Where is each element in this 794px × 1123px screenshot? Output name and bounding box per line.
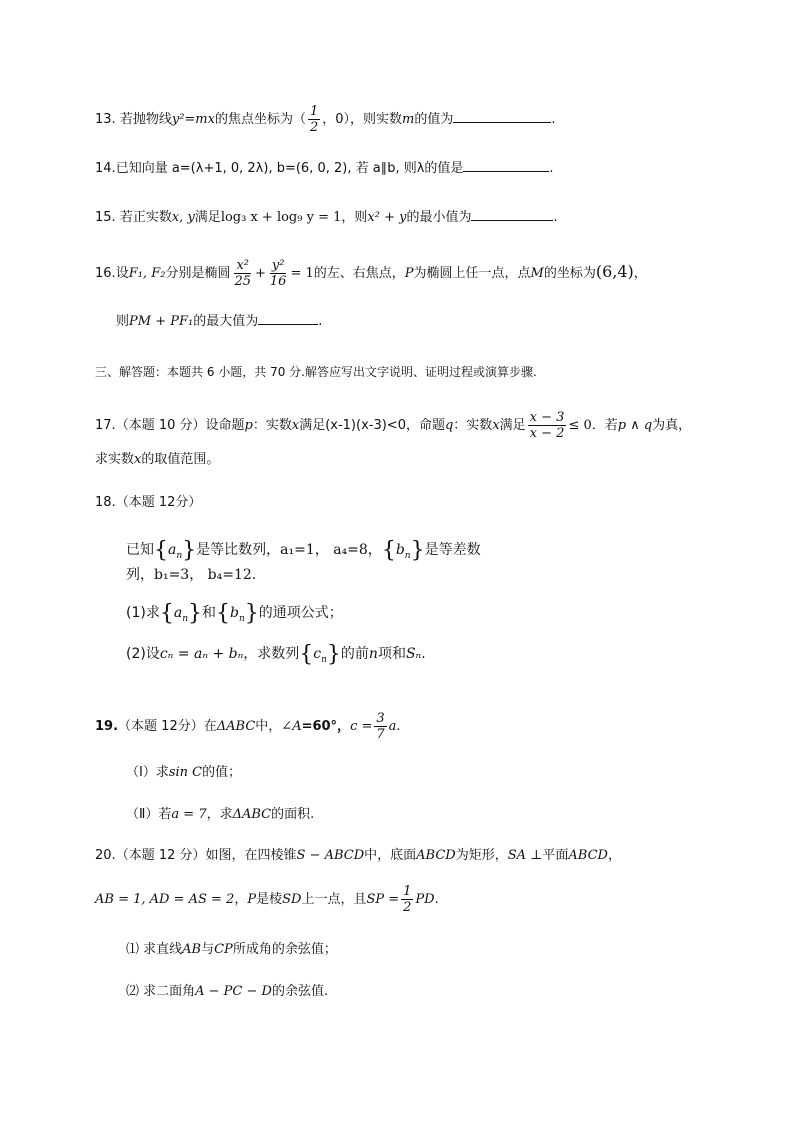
question-19: 19.（本题 12分）在ΔABC中，∠A=60°，c = $\frac{3}{7}$ a. [95, 711, 401, 742]
question-number: 13. [95, 112, 116, 127]
answer-blank[interactable] [453, 108, 551, 123]
question-18-line-2: 列，b₁=3， b₄=12. [126, 567, 257, 583]
question-18: 18.（本题 12分） [95, 495, 202, 510]
question-number: 14. [95, 161, 116, 176]
question-20-part-1: ⑴ 求直线AB与CP所成角的余弦值； [126, 942, 337, 957]
question-18-line-1: 已知$\{a_n\}$是等比数列，a₁=1， a₄=8，$\{b_n\}$是等差数 [126, 538, 481, 563]
question-number: 19 [95, 719, 114, 734]
question-19-part-1: （Ⅰ）求sin C的值； [126, 765, 242, 780]
section-heading: 三、解答题：本题共 6 小题，共 70 分.解答应写出文字说明、证明过程或演算步骤. [95, 365, 537, 379]
question-20-part-2: ⑵ 求二面角A − PC − D的余弦值. [126, 984, 329, 999]
question-18-part-1: (1)求$\{a_n\}$和$\{b_n\}$的通项公式； [126, 601, 343, 626]
fraction: $\frac{\text{y²}}{16}$ [269, 258, 287, 289]
question-number: 17. [95, 418, 116, 433]
answer-blank[interactable] [258, 310, 318, 325]
question-number: 15. [95, 210, 116, 225]
fraction: $\frac{\text{x²}}{25}$ [234, 258, 251, 289]
question-19-part-2: （Ⅱ）若a = 7，求ΔABC的面积. [126, 807, 315, 822]
question-16-line-2: 则PM + PF₁的最大值为 . [116, 310, 322, 332]
question-17-line-2: 求实数x的取值范围。 [95, 452, 220, 467]
fraction: $\frac{x - 3}{x - 2}$ [529, 410, 565, 441]
question-number: 18. [95, 495, 116, 510]
question-20-line-2: AB = 1, AD = AS = 2，P是棱SD上一点，且SP = $\frac{1}{2}$ PD. [95, 884, 439, 915]
question-number: 16. [95, 266, 116, 281]
answer-blank[interactable] [463, 157, 549, 172]
fraction: $\frac{3}{7}$ [376, 711, 385, 742]
question-18-part-2: (2)设cₙ = aₙ + bₙ，求数列$\{c_n\}$的前n项和Sₙ. [126, 642, 426, 667]
question-13: 13. 若抛物线y²=mx的焦点坐标为（ $\frac{1}{2}$ ，0），则实数m的值为 . [95, 104, 556, 135]
question-20: 20.（本题 12 分）如图，在四棱锥S − ABCD中，底面ABCD为矩形，SA ⊥平面ABCD， [95, 848, 621, 863]
question-15: 15. 若正实数x, y满足log₃ x + log₉ y = 1，则x² + y的最小值为 . [95, 206, 558, 228]
answer-blank[interactable] [471, 206, 553, 221]
question-17: 17.（本题 10 分）设命题p：实数x满足(x-1)(x-3)<0，命题q：实数x满足 $\frac{x - 3}{x - 2}$ ≤ 0．若p ∧ q为真， [95, 410, 692, 441]
question-number: 20. [95, 848, 116, 863]
fraction: $\frac{1}{2}$ [309, 104, 319, 135]
question-14: 14.已知向量 a=(λ+1, 0, 2λ), b=(6, 0, 2), 若 a∥b, 则λ的值是 . [95, 157, 554, 179]
fraction: $\frac{1}{2}$ [403, 884, 412, 915]
question-16: 16.设F₁, F₂分别是椭圆 $\frac{\text{x²}}{25}$ + $\frac{\text{y²}}{16}$ = 1的左、右焦点，P为椭圆上任一点，点M的坐标为(6,4)， [95, 258, 647, 289]
